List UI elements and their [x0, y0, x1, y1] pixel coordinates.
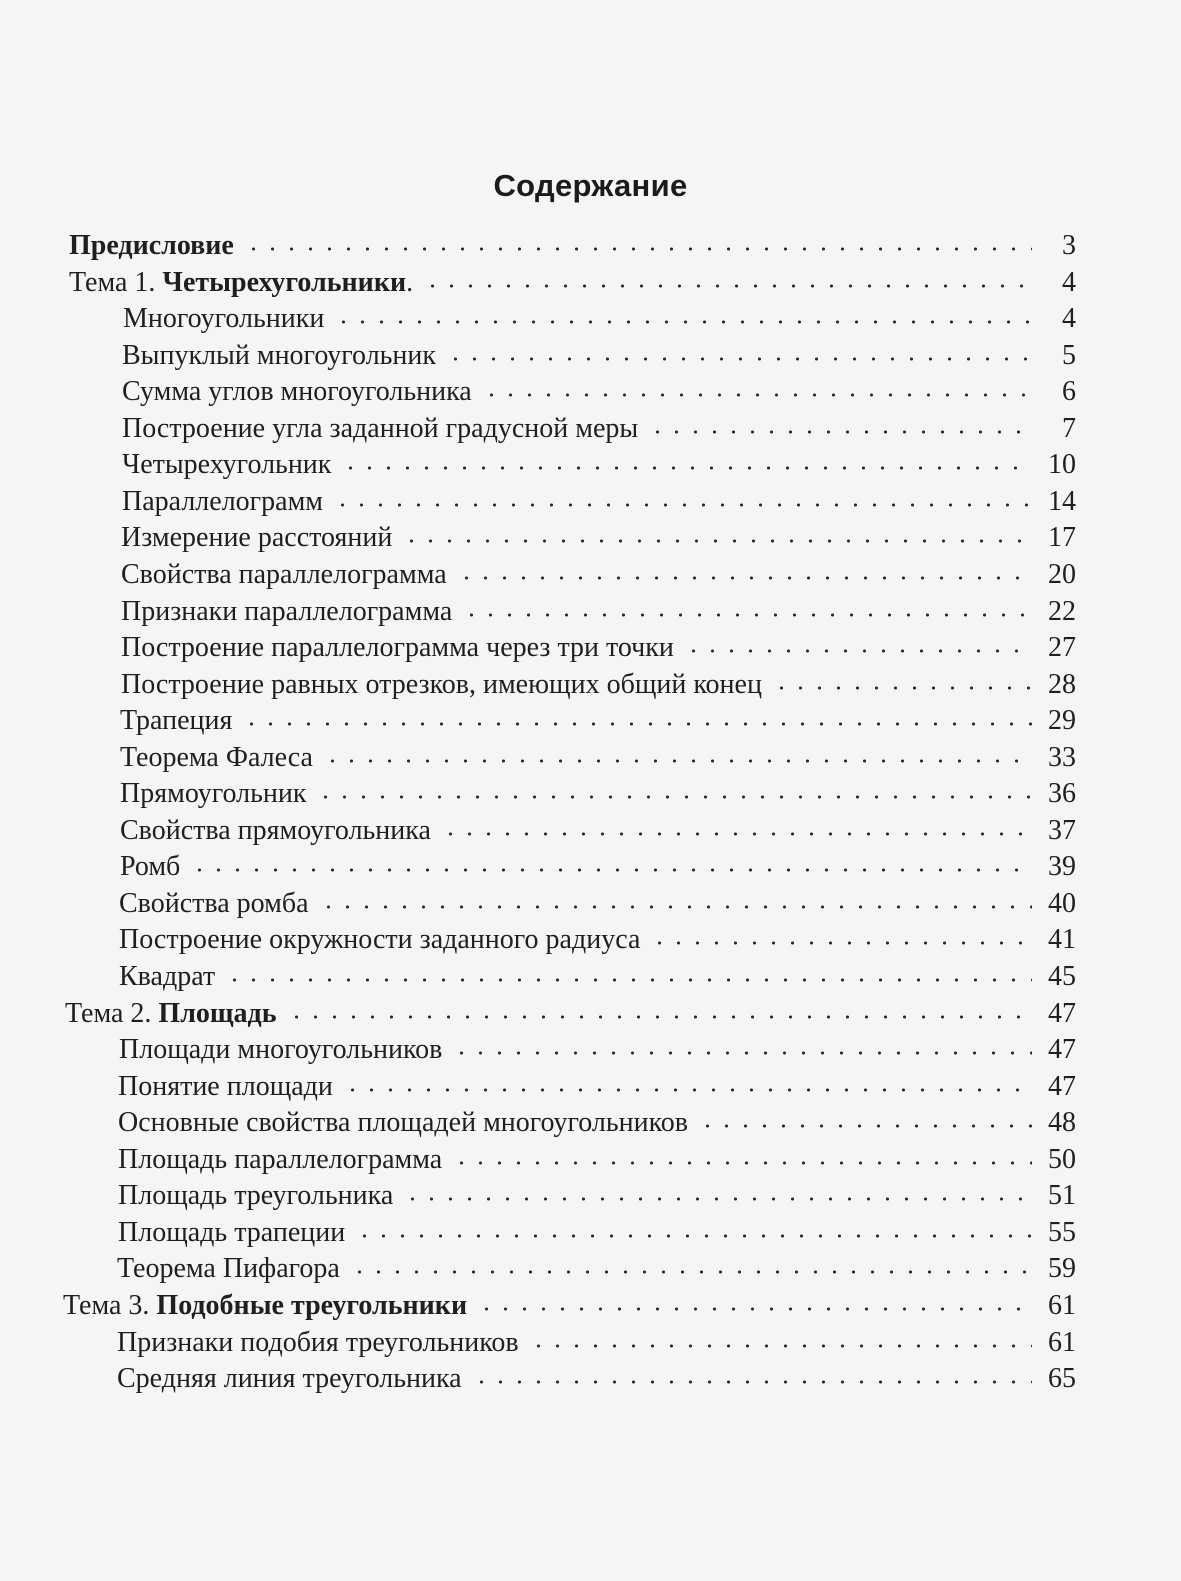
page-number: 37: [1048, 814, 1076, 846]
toc-entry-title: [121, 667, 762, 703]
toc-entry-title: [120, 776, 306, 812]
dot-leader: [287, 1015, 1032, 1019]
page-number: 47: [1048, 1034, 1076, 1066]
toc-entry-title: [63, 1288, 467, 1324]
dot-leader: [648, 430, 1032, 434]
toc-entry-text: Теорема Фалеса: [120, 741, 313, 773]
toc-entry-row: [121, 594, 1076, 630]
page-number: 48: [1048, 1107, 1076, 1139]
toc-entry-text: Понятие площади: [118, 1070, 333, 1102]
toc-entry-text: Сумма углов многоугольника: [122, 376, 472, 408]
toc-entry-title: [118, 1069, 333, 1105]
toc-entry-row: [123, 301, 1076, 337]
toc-entry-text: Построение окружности заданного радиуса: [119, 924, 641, 956]
toc-entry-text: Многоугольники: [123, 303, 325, 335]
toc-entry-title: [120, 703, 232, 739]
page-number: 10: [1048, 449, 1076, 481]
toc-entry-row: [120, 776, 1076, 812]
page-number: 22: [1048, 595, 1076, 627]
dot-leader: [190, 868, 1032, 872]
toc-entry-row: [122, 338, 1076, 374]
dot-leader: [244, 247, 1032, 251]
dot-leader: [477, 1307, 1032, 1311]
toc-entry-text: Теорема Пифагора: [117, 1253, 340, 1285]
dot-leader: [529, 1344, 1032, 1348]
toc-entry-text: Трапеция: [120, 705, 233, 737]
dot-leader: [650, 941, 1032, 945]
dot-leader: [772, 686, 1032, 690]
toc-entry-row: [118, 1142, 1076, 1178]
page-title: Содержание: [493, 168, 688, 203]
dot-leader: [316, 795, 1032, 799]
toc-entry-text: Квадрат: [119, 961, 216, 992]
toc-entry-row: [121, 630, 1076, 666]
toc-entry-row: [121, 557, 1076, 593]
toc-entry-text: Построение равных отрезков, имеющих общий конец: [121, 668, 762, 700]
toc-entry-text: Параллелограмм: [122, 485, 324, 517]
dot-leader: [402, 539, 1032, 543]
toc-entry-text: Свойства ромба: [119, 887, 309, 919]
page-number: 7: [1062, 412, 1076, 444]
toc-entry-title: [121, 594, 452, 630]
toc-entry-title: [121, 630, 674, 666]
toc-entry-text: Площадь параллелограмма: [118, 1143, 443, 1175]
toc-entry-title: [117, 1325, 519, 1361]
toc-entry-row: [121, 667, 1076, 703]
toc-entry-text: Площадь треугольника: [118, 1180, 394, 1212]
toc-entry-row: [118, 1215, 1076, 1251]
dot-leader: [452, 1161, 1032, 1165]
toc-topic-prefix: Тема 3.: [63, 1289, 157, 1321]
page-number: 33: [1048, 741, 1076, 773]
dot-leader: [698, 1124, 1032, 1128]
toc-entry-title: [69, 228, 234, 264]
toc-entry-title: [122, 484, 323, 520]
page-number: 6: [1062, 376, 1076, 408]
page-number: 40: [1048, 887, 1076, 919]
toc-topic-prefix: Тема 2.: [65, 997, 159, 1029]
toc-entry-row: [117, 1361, 1076, 1397]
dot-leader: [457, 576, 1032, 580]
page-number: 47: [1048, 1070, 1076, 1102]
page-number: 59: [1048, 1253, 1076, 1285]
toc-section-row: [69, 265, 1076, 301]
dot-leader: [319, 905, 1033, 909]
toc-entry-text: Прямоугольник: [120, 778, 307, 810]
page-number: 65: [1048, 1363, 1076, 1395]
toc-entry-title: [121, 520, 392, 556]
page-number: 39: [1048, 851, 1076, 883]
toc-entry-row: [118, 1069, 1076, 1105]
toc-entry-title: [118, 1142, 442, 1178]
toc-entry-text: Площади многоугольников: [119, 1034, 443, 1066]
toc-entry-title: [119, 1032, 442, 1068]
dot-leader: [684, 649, 1032, 653]
page-number: 29: [1048, 705, 1076, 737]
toc-entry-row: [117, 1251, 1076, 1287]
page-number: 61: [1048, 1289, 1076, 1321]
toc-entry-title: [69, 265, 413, 301]
page-number: 55: [1048, 1216, 1076, 1248]
toc-entry-text: Построение параллелограмма через три точки: [121, 632, 674, 664]
toc-section-row: [69, 228, 1076, 264]
dot-leader: [482, 393, 1032, 397]
page-number: 28: [1048, 668, 1076, 700]
dot-leader: [242, 722, 1032, 726]
toc-entry-title: [122, 447, 331, 483]
toc-topic-suffix: .: [406, 266, 414, 298]
dot-leader: [355, 1234, 1032, 1238]
toc-entry-text: Основные свойства площадей многоугольников: [118, 1107, 689, 1139]
toc-entry-title: [119, 959, 215, 995]
toc-topic-name: Предисловие: [69, 230, 234, 261]
toc-entry-row: [117, 1325, 1076, 1361]
dot-leader: [472, 1380, 1032, 1384]
toc-topic-name: Площадь: [158, 997, 277, 1029]
toc-entry-row: [120, 740, 1076, 776]
dot-leader: [341, 466, 1032, 470]
page-number: 61: [1048, 1326, 1076, 1358]
toc-entry-row: [122, 411, 1076, 447]
dot-leader: [323, 759, 1032, 763]
page-number: 4: [1062, 266, 1076, 298]
toc-entry-title: [118, 1215, 345, 1251]
toc-entry-title: [119, 886, 309, 922]
toc-entry-text: Измерение расстояний: [121, 522, 393, 554]
toc-section-row: [63, 1288, 1076, 1324]
toc-entry-title: [118, 1105, 688, 1141]
toc-entry-title: [117, 1251, 340, 1287]
toc-entry-text: Свойства параллелограмма: [121, 558, 447, 590]
toc-entry-row: [118, 1105, 1076, 1141]
dot-leader: [446, 357, 1032, 361]
dot-leader: [333, 503, 1032, 507]
toc-entry-text: Четырехугольник: [122, 449, 332, 481]
toc-topic-name: Четырехугольники: [162, 266, 407, 298]
toc-entry-title: [120, 740, 313, 776]
page-number: 36: [1048, 778, 1076, 810]
toc-entry-text: Признаки параллелограмма: [121, 595, 453, 627]
dot-leader: [423, 284, 1032, 288]
toc-entry-row: [120, 703, 1076, 739]
toc-topic-name: Подобные треугольники: [156, 1289, 468, 1321]
toc-entry-text: Средняя линия треугольника: [117, 1363, 462, 1395]
page-number: 20: [1048, 558, 1076, 590]
toc-entry-title: [117, 1361, 462, 1397]
toc-entry-title: [121, 557, 447, 593]
dot-leader: [462, 613, 1032, 617]
page-number: 14: [1048, 485, 1076, 517]
dot-leader: [441, 832, 1032, 836]
page-number: 41: [1048, 924, 1076, 956]
page-number: 51: [1048, 1180, 1076, 1212]
dot-leader: [452, 1051, 1032, 1055]
toc-entry-title: [119, 922, 640, 958]
toc-entry-row: [122, 374, 1076, 410]
toc-entry-text: Ромб: [120, 851, 181, 883]
toc-topic-prefix: Тема 1.: [69, 266, 163, 298]
toc-entry-row: [119, 959, 1076, 995]
toc-entry-row: [118, 1178, 1076, 1214]
page-number: 5: [1062, 339, 1076, 371]
toc-entry-title: [122, 411, 638, 447]
dot-leader: [343, 1088, 1032, 1092]
toc-entry-text: Площадь трапеции: [118, 1216, 346, 1248]
page-number: 47: [1048, 997, 1076, 1029]
page-number: 45: [1048, 961, 1076, 992]
toc-entry-row: [119, 922, 1076, 958]
toc-entry-title: [123, 301, 324, 337]
toc-entry-row: [122, 484, 1076, 520]
toc-entry-text: Выпуклый многоугольник: [122, 339, 437, 371]
toc-entry-title: [122, 338, 436, 374]
page-number: 4: [1062, 303, 1076, 335]
page-number: 17: [1048, 522, 1076, 554]
dot-leader: [225, 978, 1032, 982]
toc-entry-text: Свойства прямоугольника: [120, 814, 431, 846]
page-number: 3: [1062, 230, 1076, 261]
toc-entry-text: Признаки подобия треугольников: [117, 1326, 519, 1358]
toc-entry-row: [120, 849, 1076, 885]
page-number: 27: [1048, 632, 1076, 664]
dot-leader: [350, 1270, 1032, 1274]
dot-leader: [334, 320, 1032, 324]
toc-entry-title: [118, 1178, 393, 1214]
toc-entry-title: [65, 996, 277, 1032]
toc-section-row: [65, 996, 1076, 1032]
toc-entry-row: [119, 1032, 1076, 1068]
toc-entry-row: [122, 447, 1076, 483]
toc-entry-row: [120, 813, 1076, 849]
toc-entry-title: [120, 849, 180, 885]
toc-entry-title: [120, 813, 431, 849]
toc-entry-row: [119, 886, 1076, 922]
page-number: 50: [1048, 1143, 1076, 1175]
toc-entry-title: [122, 374, 472, 410]
dot-leader: [403, 1197, 1032, 1201]
toc-entry-row: [121, 520, 1076, 556]
toc-entry-text: Построение угла заданной градусной меры: [122, 412, 639, 444]
